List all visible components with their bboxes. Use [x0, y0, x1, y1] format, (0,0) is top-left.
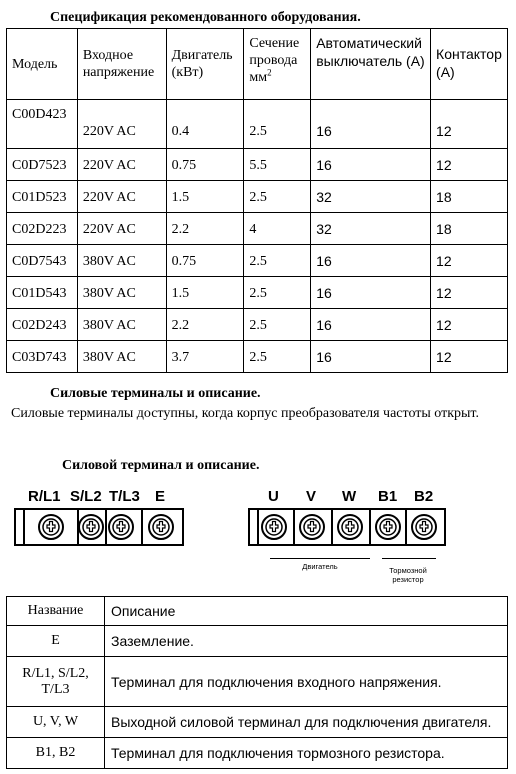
cell-breaker: 16: [311, 277, 431, 309]
description-table: [6, 596, 508, 769]
cell-wire: 5.5: [244, 149, 311, 181]
header-motor: [166, 29, 244, 100]
cell-model: C03D743: [7, 341, 78, 373]
screw-icon: [79, 510, 106, 544]
table-row: [7, 707, 508, 738]
cell-model: C02D223: [7, 213, 78, 245]
screw-icon: [262, 515, 286, 539]
motor-caption: Двигатель: [302, 562, 338, 571]
cell-breaker: 16: [311, 341, 431, 373]
cell-contactor: 12: [431, 245, 508, 277]
cell-wire: 2.5: [244, 245, 311, 277]
screw-icon: [24, 510, 78, 544]
table-row: [7, 626, 508, 657]
cell-breaker: 32: [311, 213, 431, 245]
cell-breaker: 32: [311, 181, 431, 213]
header-name: Название: [7, 597, 105, 626]
cell-model: C01D543: [7, 277, 78, 309]
table-row: [7, 245, 508, 277]
cell-contactor: 12: [431, 341, 508, 373]
cell-wire: 4: [244, 213, 311, 245]
cell-wire: 2.5: [244, 309, 311, 341]
cell-name: B1, B2: [7, 738, 105, 769]
cell-model: C0D7523: [7, 149, 78, 181]
cell-model: C00D423: [7, 100, 78, 149]
cell-motor: 2.2: [166, 309, 244, 341]
header-wire: [244, 29, 311, 100]
cell-description: Заземление.: [105, 626, 508, 657]
screw-icon: [149, 515, 173, 539]
terminal-label-sl2: S/L2: [70, 488, 102, 505]
cell-voltage: 220V AC: [77, 149, 166, 181]
terminal-label-u: U: [268, 488, 279, 505]
terminal-label-e: E: [155, 488, 166, 505]
cell-name: [7, 657, 105, 707]
spec-table: [6, 28, 508, 373]
table-row: [7, 309, 508, 341]
brake-caption-line2: резистор: [392, 575, 424, 584]
table-row: [7, 181, 508, 213]
cell-name-line1: R/L1, S/L2,: [22, 665, 89, 681]
cell-motor: 0.4: [166, 100, 244, 149]
cell-wire: 2.5: [244, 100, 311, 149]
table-row: [7, 277, 508, 309]
cell-voltage: 380V AC: [77, 309, 166, 341]
table-row: [7, 213, 508, 245]
cell-contactor: 12: [431, 277, 508, 309]
cell-breaker: 16: [311, 149, 431, 181]
terminal-label-rl1: R/L1: [28, 488, 61, 505]
cell-name: U, V, W: [7, 707, 105, 738]
cell-motor: 0.75: [166, 245, 244, 277]
cell-breaker: 16: [311, 309, 431, 341]
cell-wire: 2.5: [244, 341, 311, 373]
cell-contactor: 18: [431, 213, 508, 245]
terminal-label-tl3: T/L3: [109, 488, 140, 505]
cell-model: C02D243: [7, 309, 78, 341]
header-breaker-text: Автоматический выключатель (А): [316, 35, 425, 69]
screw-icon: [300, 515, 324, 539]
screw-icon: [412, 515, 436, 539]
cell-name: E: [7, 626, 105, 657]
header-contactor: [431, 29, 508, 100]
header-description: Описание: [105, 597, 508, 626]
cell-wire: 2.5: [244, 181, 311, 213]
cell-voltage: 380V AC: [77, 341, 166, 373]
header-contactor-text: Контактор (А): [436, 46, 502, 80]
cell-description: Терминал для подключения тормозного резистора.: [105, 738, 508, 769]
cell-voltage: 380V AC: [77, 277, 166, 309]
cell-voltage: 220V AC: [77, 100, 166, 149]
cell-description: Выходной силовой терминал для подключения двигателя.: [105, 707, 508, 738]
output-terminal-block: [248, 486, 448, 590]
cell-breaker: 16: [311, 100, 431, 149]
brake-bracket: [382, 558, 436, 559]
cell-name-line2: T/L3: [41, 681, 70, 697]
table-row: [7, 100, 508, 149]
cell-model: C0D7543: [7, 245, 78, 277]
input-terminal-block: [14, 486, 194, 556]
table-row: [7, 738, 508, 769]
screw-icon: [109, 510, 142, 544]
cell-voltage: 220V AC: [77, 213, 166, 245]
screw-icon: [338, 515, 362, 539]
motor-bracket: [270, 558, 370, 559]
screw-row: [248, 508, 446, 546]
screw-icon: [376, 515, 400, 539]
header-wire-text: Сечение провода мм: [249, 36, 300, 85]
cell-voltage: 380V AC: [77, 245, 166, 277]
desc-table-header: [7, 597, 508, 626]
header-model: Модель: [7, 29, 78, 100]
terminal-label-v: V: [306, 488, 317, 505]
cell-voltage: 220V AC: [77, 181, 166, 213]
power-terminals-text: Силовые терминалы доступны, когда корпус преобразователя частоты открыт.: [11, 406, 479, 421]
cell-wire: 2.5: [244, 277, 311, 309]
terminal-label-b2: B2: [414, 488, 434, 505]
spec-table-header: [7, 29, 508, 100]
header-voltage-text: Входное напряжение: [82, 48, 155, 80]
spec-title: Спецификация рекомендованного оборудования.: [50, 10, 361, 25]
power-terminals-heading: Силовые терминалы и описание.: [50, 386, 261, 401]
header-voltage: [77, 29, 166, 100]
cell-motor: 1.5: [166, 181, 244, 213]
terminal-label-w: W: [342, 488, 357, 505]
brake-caption-line1: Тормозной: [389, 566, 427, 575]
cell-contactor: 12: [431, 149, 508, 181]
table-row: [7, 341, 508, 373]
header-breaker: [311, 29, 431, 100]
brake-caption: [368, 566, 448, 584]
cell-contactor: 12: [431, 309, 508, 341]
cell-breaker: 16: [311, 245, 431, 277]
terminal-heading: Силовой терминал и описание.: [62, 458, 260, 473]
terminal-label-b1: B1: [378, 488, 398, 505]
cell-motor: 3.7: [166, 341, 244, 373]
header-wire-sup: 2: [267, 67, 272, 78]
cell-description: Терминал для подключения входного напряжения.: [105, 657, 508, 707]
table-row: [7, 657, 508, 707]
cell-motor: 0.75: [166, 149, 244, 181]
cell-motor: 2.2: [166, 213, 244, 245]
cell-motor: 1.5: [166, 277, 244, 309]
screw-row: [14, 508, 184, 546]
table-row: [7, 149, 508, 181]
header-motor-text: Двигатель (кВт): [171, 48, 233, 80]
cell-contactor: 12: [431, 100, 508, 149]
cell-model: C01D523: [7, 181, 78, 213]
cell-contactor: 18: [431, 181, 508, 213]
